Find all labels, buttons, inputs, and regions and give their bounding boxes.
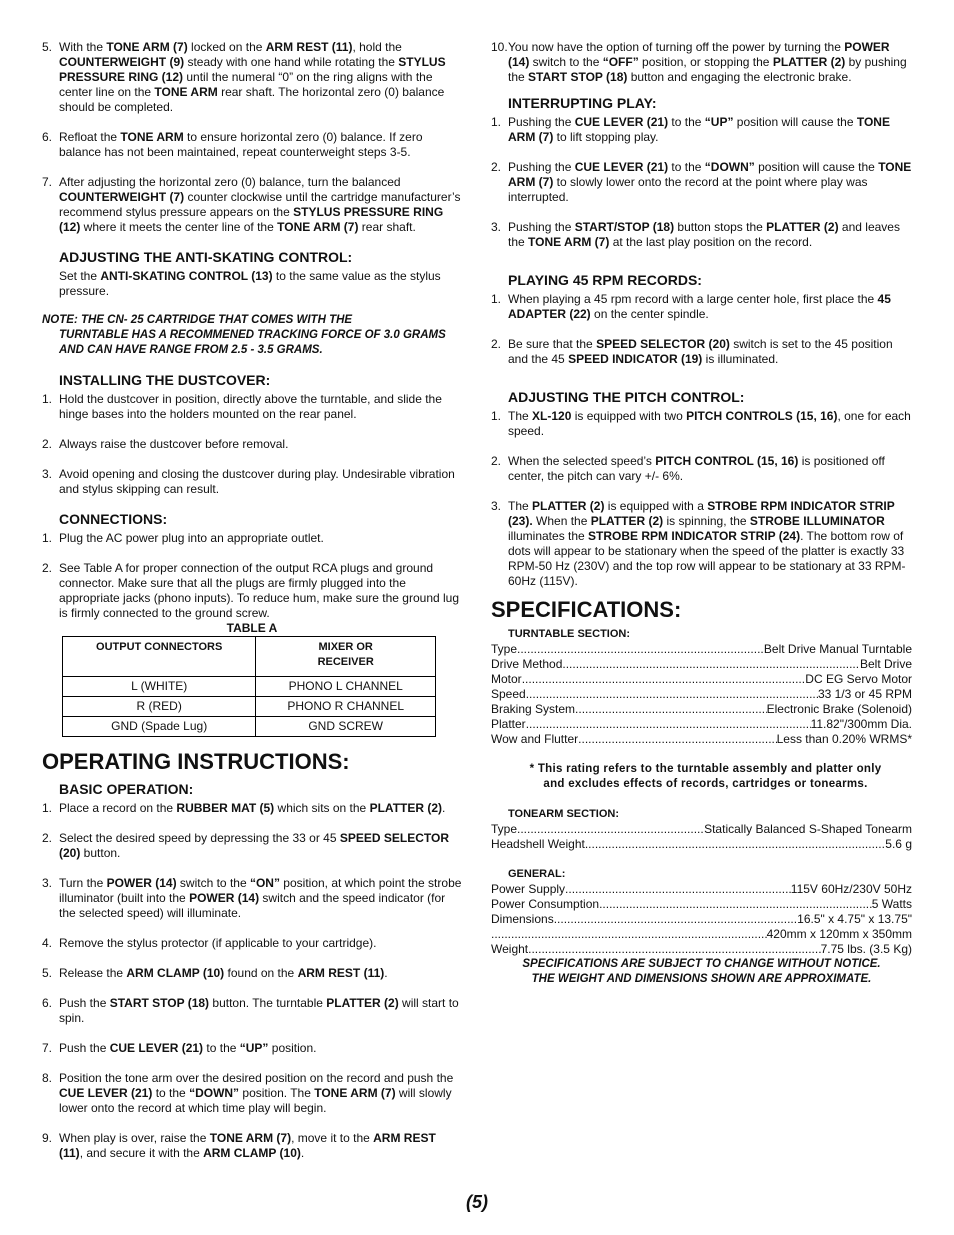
spec-key: Drive Method bbox=[491, 657, 563, 671]
item-text: Hold the dustcover in position, directly above the turntable, and slide the hinge bases into the holders mounted on the rear panel. bbox=[59, 392, 442, 421]
item-text: When playing a 45 rpm record with a large center hole, first place the 45 ADAPTER (22) on the center spindle. bbox=[508, 292, 891, 321]
rpm45-list bbox=[491, 292, 912, 367]
table-cell: GND SCREW bbox=[256, 717, 436, 737]
spec-row bbox=[491, 717, 912, 732]
spec-key: Type bbox=[491, 642, 518, 656]
rating-note-2: and excludes effects of records, cartridges or tonearms. bbox=[543, 778, 868, 790]
list-item bbox=[42, 40, 462, 115]
list-item bbox=[42, 467, 462, 497]
item-number: 7. bbox=[42, 175, 53, 189]
spec-row bbox=[491, 657, 912, 672]
item-text: Pushing the CUE LEVER (21) to the “UP” position will cause the TONE ARM (7) to lift stopping play. bbox=[508, 115, 890, 144]
spec-key: Type bbox=[491, 822, 518, 836]
spec-value: 115V 60Hz/230V 50Hz bbox=[790, 882, 912, 896]
spec-row bbox=[491, 837, 912, 852]
item-number: 2. bbox=[491, 337, 502, 351]
turntable-section-heading: TURNTABLE SECTION: bbox=[508, 628, 631, 640]
list-item bbox=[491, 499, 912, 589]
list-item bbox=[491, 220, 912, 250]
spec-key: Power Supply bbox=[491, 882, 566, 896]
interrupting-play-heading: INTERRUPTING PLAY: bbox=[508, 95, 657, 111]
step-10 bbox=[491, 40, 912, 85]
spec-value: Electronic Brake (Solenoid) bbox=[766, 702, 912, 716]
item-text: Push the START STOP (18) button. The turntable PLATTER (2) will start to spin. bbox=[59, 996, 459, 1025]
left-column bbox=[42, 40, 462, 1161]
spec-value: 420mm x 120mm x 350mm bbox=[766, 927, 912, 941]
tonearm-specs bbox=[491, 822, 912, 852]
list-item bbox=[42, 936, 462, 951]
list-item bbox=[491, 337, 912, 367]
table-cell: PHONO L CHANNEL bbox=[256, 677, 436, 697]
spec-key: Platter bbox=[491, 717, 526, 731]
spec-footer-1: SPECIFICATIONS ARE SUBJECT TO CHANGE WITHOUT NOTICE. bbox=[522, 958, 881, 970]
list-item bbox=[491, 454, 912, 484]
item-number: 1. bbox=[42, 392, 53, 406]
list-item bbox=[491, 160, 912, 205]
list-item bbox=[491, 115, 912, 145]
item-number: 3. bbox=[42, 467, 53, 481]
connections-list bbox=[42, 531, 462, 621]
item-number: 2. bbox=[42, 561, 53, 575]
item-number: 3. bbox=[42, 876, 53, 890]
item-number: 6. bbox=[42, 130, 53, 144]
spec-value: Belt Drive Manual Turntable bbox=[763, 642, 912, 656]
spec-value: Statically Balanced S-Shaped Tonearm bbox=[704, 822, 912, 836]
item-text: Remove the stylus protector (if applicable to your cartridge). bbox=[59, 936, 377, 950]
item-number: 4. bbox=[42, 936, 53, 950]
spec-key: Speed bbox=[491, 687, 526, 701]
item-number: 5. bbox=[42, 40, 53, 54]
general-section-heading: GENERAL: bbox=[508, 868, 566, 880]
spec-value: 5.6 g bbox=[885, 837, 912, 851]
table-cell: GND (Spade Lug) bbox=[63, 717, 256, 737]
turntable-specs bbox=[491, 642, 912, 747]
spec-row bbox=[491, 732, 912, 747]
item-text: Select the desired speed by depressing the 33 or 45 SPEED SELECTOR (20) button. bbox=[59, 831, 449, 860]
spec-row bbox=[491, 672, 912, 687]
item-number: 5. bbox=[42, 966, 53, 980]
spec-leader bbox=[517, 822, 704, 837]
spec-row bbox=[491, 912, 912, 927]
note-lead: NOTE: THE CN- 25 CARTRIDGE THAT COMES WITH THE bbox=[42, 314, 353, 326]
connections-heading: CONNECTIONS: bbox=[59, 511, 168, 527]
item-text: Plug the AC power plug into an appropriate outlet. bbox=[59, 531, 324, 545]
spec-value: Less than 0.20% WRMS* bbox=[776, 732, 912, 746]
item-text: When play is over, raise the TONE ARM (7), move it to the ARM REST (11), and secure it with the ARM CLAMP (10). bbox=[59, 1131, 436, 1160]
general-specs bbox=[491, 882, 912, 957]
item-number: 1. bbox=[42, 531, 53, 545]
item-text: Position the tone arm over the desired position on the record and push the CUE LEVER (21) to the “DOWN” position. The TONE ARM (7) will slowly lower onto the record at which time play will begin. bbox=[59, 1071, 454, 1115]
spec-leader bbox=[575, 702, 767, 717]
list-item bbox=[42, 876, 462, 921]
item-number: 3. bbox=[491, 499, 502, 513]
list-item bbox=[42, 130, 462, 160]
balance-steps bbox=[42, 40, 462, 235]
spec-value: 33 1/3 or 45 RPM bbox=[817, 687, 912, 701]
list-item bbox=[42, 175, 462, 235]
spec-leader bbox=[565, 882, 791, 897]
spec-value: 5 Watts bbox=[871, 897, 912, 911]
table-cell: R (RED) bbox=[63, 697, 256, 717]
list-item bbox=[42, 392, 462, 422]
item-number: 1. bbox=[491, 115, 502, 129]
spec-value: Belt Drive bbox=[859, 657, 912, 671]
rpm45-heading: PLAYING 45 RPM RECORDS: bbox=[508, 272, 702, 288]
item-text: The PLATTER (2) is equipped with a STROBE RPM INDICATOR STRIP (23). When the PLATTER (2) is spinning, the STROBE ILLUMINATOR illuminates the STROBE RPM INDICATOR STRIP (24). The bottom row of dots will appear to be stationary when the speed of the platter is exactly 33 RPM-50 Hz (230V) and the top row will appear to be stationary at 33 RPM-60Hz (115V). bbox=[508, 499, 906, 588]
dustcover-heading: INSTALLING THE DUSTCOVER: bbox=[59, 372, 271, 388]
interrupting-list bbox=[491, 115, 912, 250]
item-number: 10. bbox=[491, 40, 508, 54]
item-text: Release the ARM CLAMP (10) found on the ARM REST (11). bbox=[59, 966, 388, 980]
list-item bbox=[42, 531, 462, 546]
list-item bbox=[491, 409, 912, 439]
item-number: 2. bbox=[42, 831, 53, 845]
list-item bbox=[42, 1041, 462, 1056]
item-number: 8. bbox=[42, 1071, 53, 1085]
table-row bbox=[63, 697, 436, 717]
item-text: Pushing the CUE LEVER (21) to the “DOWN” position will cause the TONE ARM (7) to slowly lower onto the record at the point where play was interrupted. bbox=[508, 160, 912, 204]
tracking-force-note bbox=[42, 313, 462, 358]
spec-key: Weight bbox=[491, 942, 529, 956]
spec-row bbox=[491, 882, 912, 897]
item-number: 2. bbox=[491, 160, 502, 174]
table-header-output: OUTPUT CONNECTORS bbox=[63, 637, 256, 677]
spec-leader bbox=[517, 642, 764, 657]
list-item bbox=[42, 801, 462, 816]
item-number: 7. bbox=[42, 1041, 53, 1055]
spec-row bbox=[491, 702, 912, 717]
item-number: 1. bbox=[491, 409, 502, 423]
spec-leader bbox=[554, 912, 797, 927]
item-text: Place a record on the RUBBER MAT (5) which sits on the PLATTER (2). bbox=[59, 801, 446, 815]
list-item bbox=[42, 1131, 462, 1161]
table-header-mixer: MIXER OR RECEIVER bbox=[256, 637, 436, 677]
spec-row bbox=[491, 927, 912, 942]
spec-leader bbox=[522, 672, 806, 687]
page-number: (5) bbox=[466, 1192, 488, 1212]
list-item bbox=[42, 966, 462, 981]
operating-instructions-title: OPERATING INSTRUCTIONS: bbox=[42, 749, 350, 774]
item-text: Avoid opening and closing the dustcover during play. Undesirable vibration and stylus skipping can result. bbox=[59, 467, 455, 496]
spec-row bbox=[491, 822, 912, 837]
item-number: 2. bbox=[42, 437, 53, 451]
item-text: You now have the option of turning off the power by turning the POWER (14) switch to the “OFF” position, or stopping the PLATTER (2) by pushing the START STOP (18) button and engaging the electronic brake. bbox=[508, 40, 907, 84]
spec-row bbox=[491, 942, 912, 957]
spec-key: Braking System bbox=[491, 702, 576, 716]
basic-operation-heading: BASIC OPERATION: bbox=[59, 781, 194, 797]
item-number: 3. bbox=[491, 220, 502, 234]
item-text: After adjusting the horizontal zero (0) balance, turn the balanced COUNTERWEIGHT (7) counter clockwise until the cartridge manufacturer’s recommend stylus pressure appears on the STYLUS PRESSURE RING (12) where it meets the center line of the TONE ARM (7) rear shaft. bbox=[59, 175, 461, 234]
table-row bbox=[63, 717, 436, 737]
item-text: Be sure that the SPEED SELECTOR (20) switch is set to the 45 position and the 45 SPEED INDICATOR (19) is illuminated. bbox=[508, 337, 893, 366]
spec-leader bbox=[526, 717, 811, 732]
table-cell: L (WHITE) bbox=[63, 677, 256, 697]
list-item bbox=[42, 996, 462, 1026]
table-a-title: TABLE A bbox=[226, 621, 278, 635]
item-number: 1. bbox=[42, 801, 53, 815]
spec-value: 11.82"/300mm Dia. bbox=[810, 717, 912, 731]
item-number: 2. bbox=[491, 454, 502, 468]
spec-leader bbox=[562, 657, 860, 672]
pitch-heading: ADJUSTING THE PITCH CONTROL: bbox=[508, 389, 745, 405]
item-text: The XL-120 is equipped with two PITCH CONTROLS (15, 16), one for each speed. bbox=[508, 409, 911, 438]
spec-row bbox=[491, 642, 912, 657]
list-item bbox=[42, 831, 462, 861]
item-text: Push the CUE LEVER (21) to the “UP” position. bbox=[59, 1041, 317, 1055]
list-item bbox=[42, 437, 462, 452]
item-number: 6. bbox=[42, 996, 53, 1010]
spec-leader bbox=[526, 687, 818, 702]
spec-key: Dimensions bbox=[491, 912, 554, 926]
item-text: When the selected speed’s PITCH CONTROL (15, 16) is positioned off center, the pitch can vary +/- 6%. bbox=[508, 454, 885, 483]
anti-skating-heading: ADJUSTING THE ANTI-SKATING CONTROL: bbox=[59, 249, 353, 265]
anti-skating-text: Set the ANTI-SKATING CONTROL (13) to the same value as the stylus pressure. bbox=[59, 269, 441, 298]
item-text: Turn the POWER (14) switch to the “ON” position, at which point the strobe illuminator (built into the POWER (14) switch and the speed indicator (for the selected speed) will illuminate. bbox=[59, 876, 462, 920]
list-item bbox=[491, 40, 912, 85]
spec-leader bbox=[599, 897, 872, 912]
table-cell: PHONO R CHANNEL bbox=[256, 697, 436, 717]
list-item bbox=[491, 292, 912, 322]
item-number: 9. bbox=[42, 1131, 53, 1145]
spec-key: Power Consumption bbox=[491, 897, 600, 911]
spec-leader bbox=[491, 927, 767, 942]
item-number: 1. bbox=[491, 292, 502, 306]
specifications-title: SPECIFICATIONS: bbox=[491, 597, 682, 622]
note-rest: TURNTABLE HAS A RECOMMENED TRACKING FORCE OF 3.0 GRAMS AND CAN HAVE RANGE FROM 2.5 - 3.5 GRAMS. bbox=[59, 329, 446, 356]
spec-key: Wow and Flutter bbox=[491, 732, 579, 746]
item-text: Pushing the START/STOP (18) button stops the PLATTER (2) and leaves the TONE ARM (7) at the last play position on the record. bbox=[508, 220, 900, 249]
table-row bbox=[63, 677, 436, 697]
spec-leader bbox=[585, 837, 885, 852]
spec-value: DC EG Servo Motor bbox=[805, 672, 912, 686]
list-item bbox=[42, 561, 462, 621]
list-item bbox=[42, 1071, 462, 1116]
tonearm-section-heading: TONEARM SECTION: bbox=[508, 808, 620, 820]
spec-footer-2: THE WEIGHT AND DIMENSIONS SHOWN ARE APPROXIMATE. bbox=[531, 973, 872, 985]
spec-value: 16.5" x 4.75" x 13.75" bbox=[797, 912, 912, 926]
spec-row bbox=[491, 897, 912, 912]
rating-note-1: * This rating refers to the turntable assembly and platter only bbox=[529, 763, 882, 775]
pitch-list bbox=[491, 409, 912, 589]
right-column bbox=[491, 40, 912, 987]
table-a bbox=[62, 636, 436, 737]
spec-value: 7.75 lbs. (3.5 Kg) bbox=[820, 942, 912, 956]
spec-row bbox=[491, 687, 912, 702]
spec-key: Motor bbox=[491, 672, 522, 686]
spec-leader bbox=[578, 732, 776, 747]
item-text: With the TONE ARM (7) locked on the ARM REST (11), hold the COUNTERWEIGHT (9) steady with one hand while rotating the STYLUS PRESSURE RING (12) until the numeral “0” on the ring aligns with the center line on the TONE ARM rear shaft. The horizontal zero (0) balance should be completed. bbox=[59, 40, 446, 114]
basic-operation-list bbox=[42, 801, 462, 1161]
item-text: Always raise the dustcover before removal. bbox=[59, 437, 289, 451]
item-text: See Table A for proper connection of the output RCA plugs and ground connector. Make sure that all the plugs are firmly plugged into the appropriate jacks (phono inputs). To reduce hum, make sure the ground lug is firmly connected to the ground screw. bbox=[59, 561, 460, 620]
spec-leader bbox=[528, 942, 820, 957]
dustcover-list bbox=[42, 392, 462, 497]
item-text: Refloat the TONE ARM to ensure horizontal zero (0) balance. If zero balance has not been maintained, repeat counterweight steps 3-5. bbox=[59, 130, 423, 159]
spec-key: Headshell Weight bbox=[491, 837, 585, 851]
